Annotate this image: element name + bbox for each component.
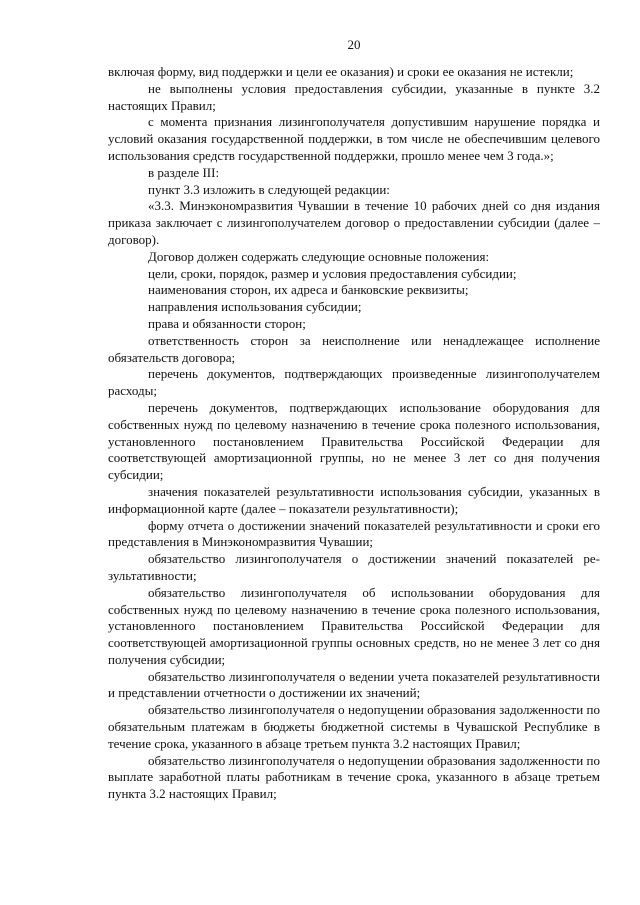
paragraph: обязательство лизингополучателя о недопущении образования задолженности по обязательным платежам в бюджеты бюджетной системы в Чувашской Республике в течение срока, указанного в абзаце третьем пункта 3.2 настоящих Правил; <box>108 702 600 751</box>
paragraph: форму отчета о достижении значений показателей результативности и сроки его представления в Минэкономразвития Чувашии; <box>108 517 600 550</box>
paragraph: значения показателей результативности использования субсидии, указанных в информационной карте (далее – показатели результативности); <box>108 483 600 516</box>
paragraph: перечень документов, подтверждающих произведенные лизингополучателем расходы; <box>108 366 600 399</box>
document-body <box>108 64 600 803</box>
page-number: 20 <box>347 37 361 52</box>
paragraph: права и обязанности сторон; <box>148 315 306 331</box>
paragraph: «3.3. Минэкономразвития Чувашии в течение 10 рабочих дней со дня издания приказа заключает с лизингополучателем договор о предоставлении субсидии (далее – договор). <box>108 198 600 247</box>
paragraph: включая форму, вид поддержки и цели ее оказания) и сроки ее оказания не истекли; <box>108 64 574 79</box>
paragraph: ответственность сторон за неисполнение или ненадлежащее исполнение обязательств договора; <box>108 332 600 365</box>
paragraph: перечень документов, подтверждающих использование оборудования для собственных нужд по целевому назначению в течение срока полезного использования, установленного постановлением Правительства Российской Федерации для соответствующей амортизационной группы, но не менее 3 лет со дня получения субсидии; <box>108 399 600 483</box>
paragraph: Договор должен содержать следующие основные положения: <box>148 248 490 264</box>
paragraph: направления использования субсидии; <box>148 299 362 315</box>
paragraph: с момента признания лизингополучателя допустившим нарушение порядка и условий оказания государственной поддержки, в том числе не обеспечившим целевого использования средств государственной поддержки, прошло менее чем 3 года.»; <box>108 114 600 163</box>
paragraph: наименования сторон, их адреса и банковские реквизиты; <box>148 282 469 298</box>
paragraph: обязательство лизингополучателя о ведении учета показателей результативности и представлении отчетности о достижении их значений; <box>108 668 600 701</box>
paragraph: в разделе III: <box>148 164 220 180</box>
paragraph: обязательство лизингополучателя об использовании оборудования для собственных нужд по целевому назначению в течение срока полезного использования, установленного постановлением Правительства Российской Федерации для соответствующей амортизационной группы основных средств, но не менее 3 лет со дня получения субсидии; <box>108 584 600 667</box>
paragraph: обязательство лизингополучателя о недопущении образования задолженности по выплате заработной платы работникам в течение срока, указанного в абзаце третьем пункта 3.2 настоящих Правил; <box>108 752 600 802</box>
paragraph: цели, сроки, порядок, размер и условия предоставления субсидии; <box>148 265 517 281</box>
paragraph: не выполнены условия предоставления субсидии, указанные в пункте 3.2 настоящих Правил; <box>108 80 600 113</box>
paragraph: пункт 3.3 изложить в следующей редакции: <box>148 181 390 197</box>
paragraph: обязательство лизингополучателя о достижении значений показателей результативности; <box>108 551 600 583</box>
